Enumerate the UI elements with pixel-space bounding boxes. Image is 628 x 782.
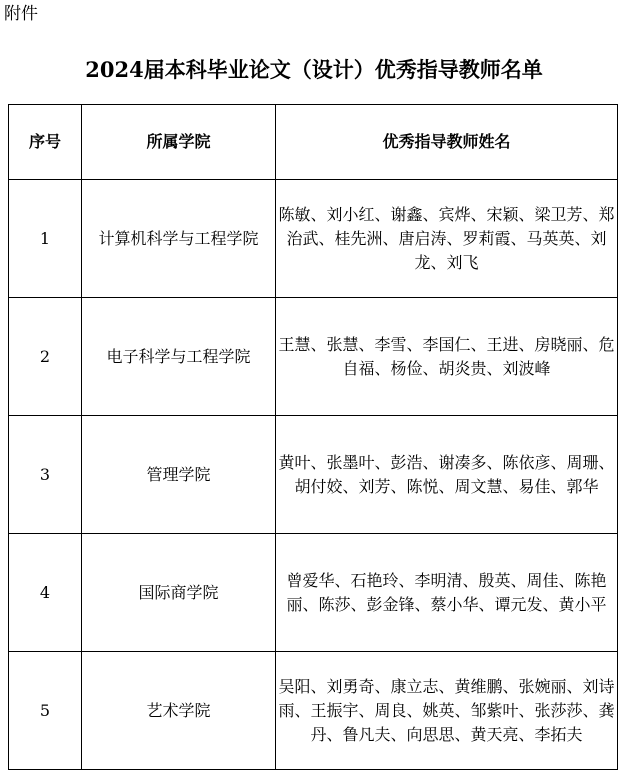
table-row bbox=[9, 652, 618, 770]
header-index: 序号 bbox=[9, 105, 82, 180]
row-college: 国际商学院 bbox=[82, 534, 276, 652]
row-index: 4 bbox=[9, 534, 82, 652]
table-row bbox=[9, 416, 618, 534]
row-index: 3 bbox=[9, 416, 82, 534]
row-college: 艺术学院 bbox=[82, 652, 276, 770]
teacher-table bbox=[8, 104, 618, 770]
row-index: 1 bbox=[9, 180, 82, 298]
table-header-row bbox=[9, 105, 618, 180]
row-college: 电子科学与工程学院 bbox=[82, 298, 276, 416]
row-teacher-names: 曾爱华、石艳玲、李明清、殷英、周佳、陈艳丽、陈莎、彭金锋、蔡小华、谭元发、黄小平 bbox=[276, 534, 618, 652]
table-row bbox=[9, 180, 618, 298]
table-row bbox=[9, 534, 618, 652]
row-teacher-names: 吴阳、刘勇奇、康立志、黄维鹏、张婉丽、刘诗雨、王振宇、周良、姚英、邹紫叶、张莎莎、龚丹、鲁凡夫、向思思、黄天亮、李拓夫 bbox=[276, 652, 618, 770]
attachment-label: 附件 bbox=[4, 4, 38, 24]
header-names: 优秀指导教师姓名 bbox=[276, 105, 618, 180]
row-index: 2 bbox=[9, 298, 82, 416]
row-college: 计算机科学与工程学院 bbox=[82, 180, 276, 298]
row-index: 5 bbox=[9, 652, 82, 770]
header-college: 所属学院 bbox=[82, 105, 276, 180]
table-row bbox=[9, 298, 618, 416]
row-teacher-names: 陈敏、刘小红、谢鑫、宾烨、宋颖、梁卫芳、郑治武、桂先洲、唐启涛、罗莉霞、马英英、刘龙、刘飞 bbox=[276, 180, 618, 298]
document-title: 2024届本科毕业论文（设计）优秀指导教师名单 bbox=[85, 57, 543, 82]
row-college: 管理学院 bbox=[82, 416, 276, 534]
row-teacher-names: 王慧、张慧、李雪、李国仁、王进、房晓丽、危自福、杨俭、胡炎贵、刘波峰 bbox=[276, 298, 618, 416]
row-teacher-names: 黄叶、张墨叶、彭浩、谢凑多、陈依彦、周珊、胡付姣、刘芳、陈悦、周文慧、易佳、郭华 bbox=[276, 416, 618, 534]
